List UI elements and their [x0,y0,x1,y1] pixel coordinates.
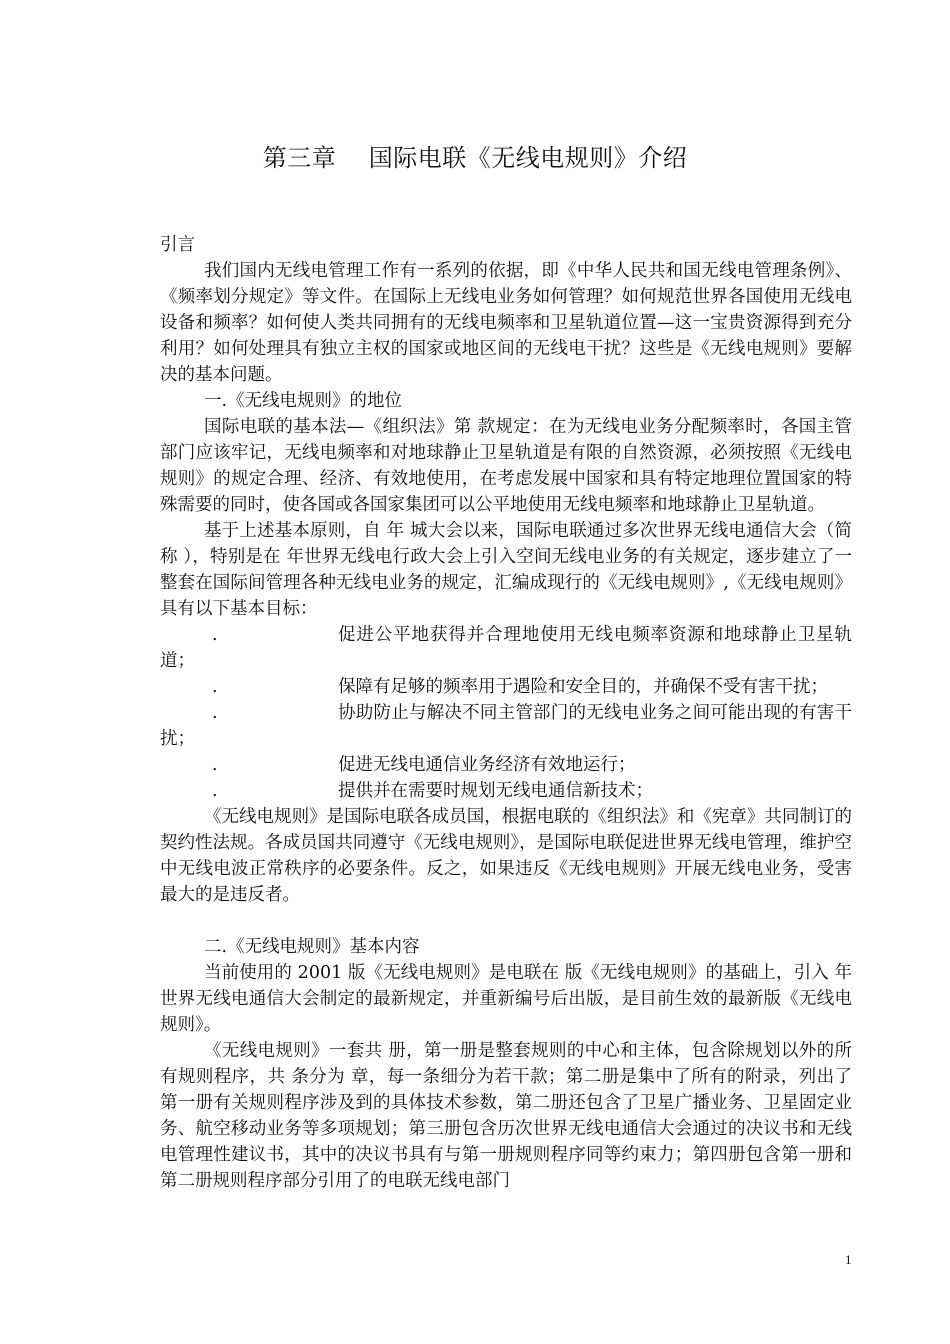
paragraph-edition: 当前使用的 2001 版《无线电规则》是电联在 版《无线电规则》的基础上，引入 年世界无线电通信大会制定的最新规定，并重新编号后出版，是目前生效的最新版《无线电规则》。 [160,963,852,1035]
document-body [160,232,852,1194]
blank-line [160,908,852,934]
paragraph-contract: 《无线电规则》是国际电联各成员国，根据电联的《组织法》和《宪章》共同制订的契约性法规。各成员国共同遵守《无线电规则》，是国际电联促进世界无线电管理，维护空中无线电波正常秩序的必要条件。反之，如果违反《无线电规则》开展无线电业务，受害最大的是违反者。 [160,807,852,905]
bullet-marker: . [212,703,218,723]
list-item-text: 协助防止与解决不同主管部门的无线电业务之间可能出现的有害干扰； [160,703,852,749]
paragraph-principles: 基于上述基本原则，自 年 城大会以来，国际电联通过多次世界无线电通信大会（简称 ），特别是在 年世界无线电行政大会上引入空间无线电业务的有关规定，逐步建立了一整套在国际间管理各种无线电业务的规定，汇编成现行的《无线电规则》,《无线电规则》具有以下基本目标： [160,521,852,619]
list-item [160,674,852,700]
list-item [160,752,852,778]
intro-heading: 引言 [160,235,195,255]
paragraph-status: 国际电联的基本法—《组织法》第 款规定：在为无线电业务分配频率时，各国主管部门应该牢记，无线电频率和对地球静止卫星轨道是有限的自然资源，必须按照《无线电规则》的规定合理、经济、有效地使用，在考虑发展中国家和具有特定地理位置国家的特殊需要的同时，使各国或各国家集团可以公平地使用无线电频率和地球静止卫星轨道。 [160,417,852,515]
list-item-text: 保障有足够的频率用于遇险和安全目的，并确保不受有害干扰； [338,677,828,697]
section-heading-1: 一.《无线电规则》的地位 [204,391,403,411]
list-item [160,700,852,752]
bullet-marker: . [212,755,218,775]
page-number: 1 [845,1252,852,1267]
list-item-text: 促进无线电通信业务经济有效地运行； [338,755,636,775]
bullet-marker: . [212,677,218,697]
bullet-marker: . [212,625,218,645]
list-item [160,778,852,804]
paragraph-volumes: 《无线电规则》一套共 册，第一册是整套规则的中心和主体，包含除规划以外的所有规则程序，共 条分为 章，每一条细分为若干款；第二册是集中了所有的附录，列出了第一册有关规则程序涉及到的具体技术参数，第二册还包含了卫星广播业务、卫星固定业务、航空移动业务等多项规划；第三册包含历次世界无线电通信大会通过的决议书和无线电管理性建议书，其中的决议书具有与第一册规则程序同等约束力；第四册包含第一册和第二册规则程序部分引用了的电联无线电部门 [160,1041,852,1191]
chapter-title: 第三章 国际电联《无线电规则》介绍 [262,144,688,172]
list-item-text: 提供并在需要时规划无线电通信新技术； [338,781,653,801]
list-item [160,622,852,674]
section-heading-2: 二.《无线电规则》基本内容 [204,937,420,957]
paragraph-intro: 我们国内无线电管理工作有一系列的依据，即《中华人民共和国无线电管理条例》、《频率划分规定》等文件。在国际上无线电业务如何管理？如何规范世界各国使用无线电设备和频率？如何使人类共同拥有的无线电频率和卫星轨道位置—这一宝贵资源得到充分利用？如何处理具有独立主权的国家或地区间的无线电干扰？这些是《无线电规则》要解决的基本问题。 [160,261,852,385]
bullet-marker: . [212,781,218,801]
list-item-text: 促进公平地获得并合理地使用无线电频率资源和地球静止卫星轨道； [160,625,852,671]
